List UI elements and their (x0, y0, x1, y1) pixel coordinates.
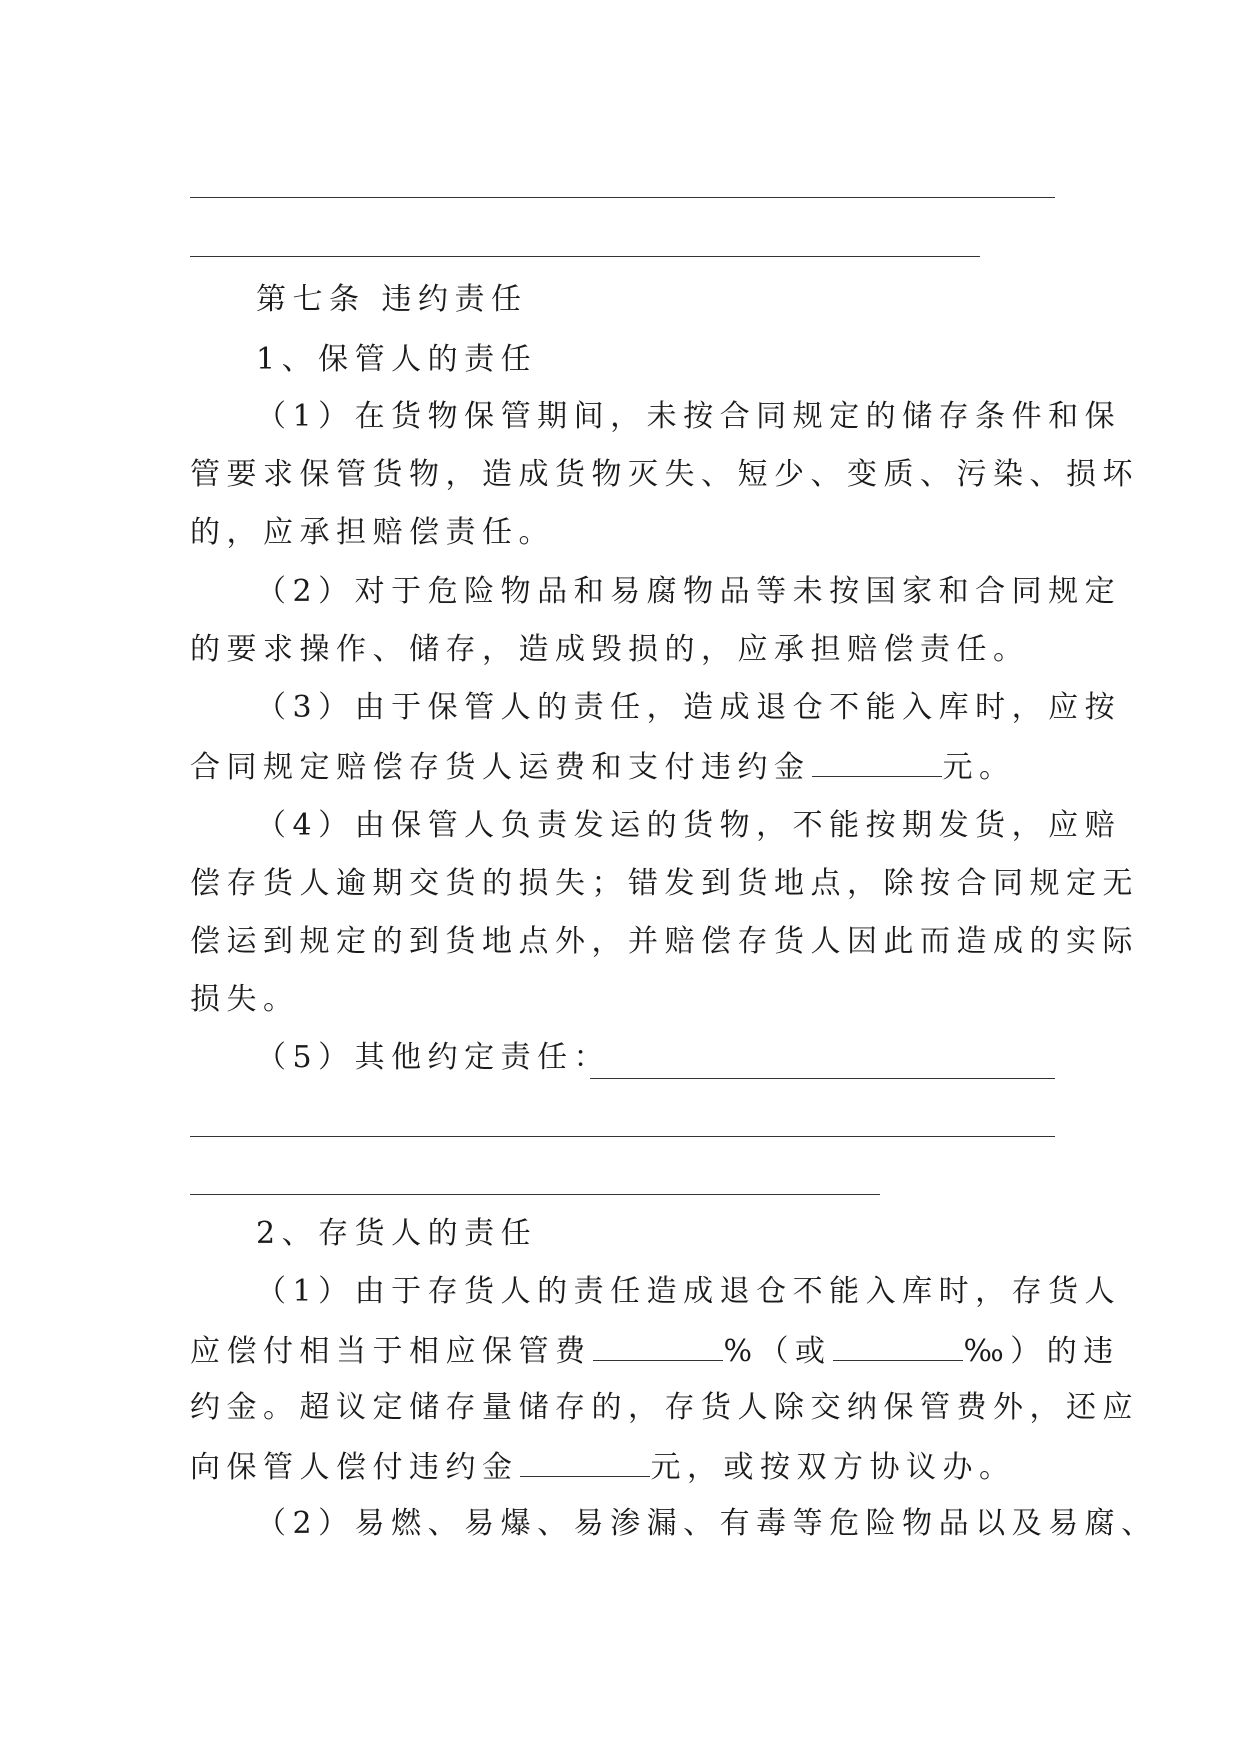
paragraph-line: 偿运到规定的到货地点外，并赔偿存货人因此而造成的实际 (190, 924, 1139, 959)
paragraph-line: 的要求操作、储存，造成毁损的，应承担赔偿责任。 (190, 632, 1030, 667)
fill-in-blank[interactable] (593, 1330, 723, 1361)
text-segment: 元。 (942, 750, 1016, 785)
text-segment: %（或 (723, 1334, 832, 1369)
section-heading: 2、存货人的责任 (256, 1216, 538, 1251)
paragraph-line: （1）在货物保管期间，未按合同规定的储存条件和保 (256, 399, 1122, 434)
paragraph-line (190, 746, 1055, 788)
paragraph-line: （1）由于存货人的责任造成退仓不能入库时，存货人 (256, 1274, 1122, 1309)
text-segment: （5）其他约定责任： (256, 1040, 611, 1075)
fill-in-line (190, 256, 980, 257)
paragraph-line: （2）对于危险物品和易腐物品等未按国家和合同规定 (256, 574, 1122, 609)
paragraph-line: 的，应承担赔偿责任。 (190, 515, 555, 550)
paragraph-line: 约金。超议定储存量储存的，存货人除交纳保管费外，还应 (190, 1390, 1139, 1425)
paragraph-line (190, 1446, 1055, 1488)
article-title: 第七条 违约责任 (256, 282, 528, 317)
text-segment: ‰）的违 (963, 1334, 1120, 1369)
paragraph-line: （3）由于保管人的责任，造成退仓不能入库时，应按 (256, 690, 1122, 725)
paragraph-line (256, 1038, 1056, 1078)
paragraph-line: 偿存货人逾期交货的损失；错发到货地点，除按合同规定无 (190, 866, 1139, 901)
paragraph-line (190, 1330, 1120, 1372)
paragraph-line: （4）由保管人负责发运的货物，不能按期发货，应赔 (256, 808, 1122, 843)
text-segment: 元，或按双方协议办。 (650, 1450, 1016, 1485)
paragraph-line: 管要求保管货物，造成货物灭失、短少、变质、污染、损坏 (190, 457, 1139, 492)
fill-in-line[interactable] (190, 1194, 880, 1195)
text-segment: 向保管人偿付违约金 (190, 1450, 519, 1485)
fill-in-line[interactable] (190, 1136, 1055, 1137)
fill-in-blank[interactable] (833, 1330, 963, 1361)
text-segment: 合同规定赔偿存货人运费和支付违约金 (190, 750, 811, 785)
fill-in-blank[interactable] (520, 1446, 650, 1477)
fill-in-line[interactable] (590, 1078, 1055, 1079)
fill-in-line (190, 197, 1055, 198)
text-segment: 应偿付相当于相应保管费 (190, 1334, 592, 1369)
section-heading: 1、保管人的责任 (256, 342, 538, 377)
fill-in-blank[interactable] (812, 746, 942, 777)
paragraph-line: （2）易燃、易爆、易渗漏、有毒等危险物品以及易腐、 (256, 1506, 1158, 1541)
paragraph-line: 损失。 (190, 982, 300, 1017)
